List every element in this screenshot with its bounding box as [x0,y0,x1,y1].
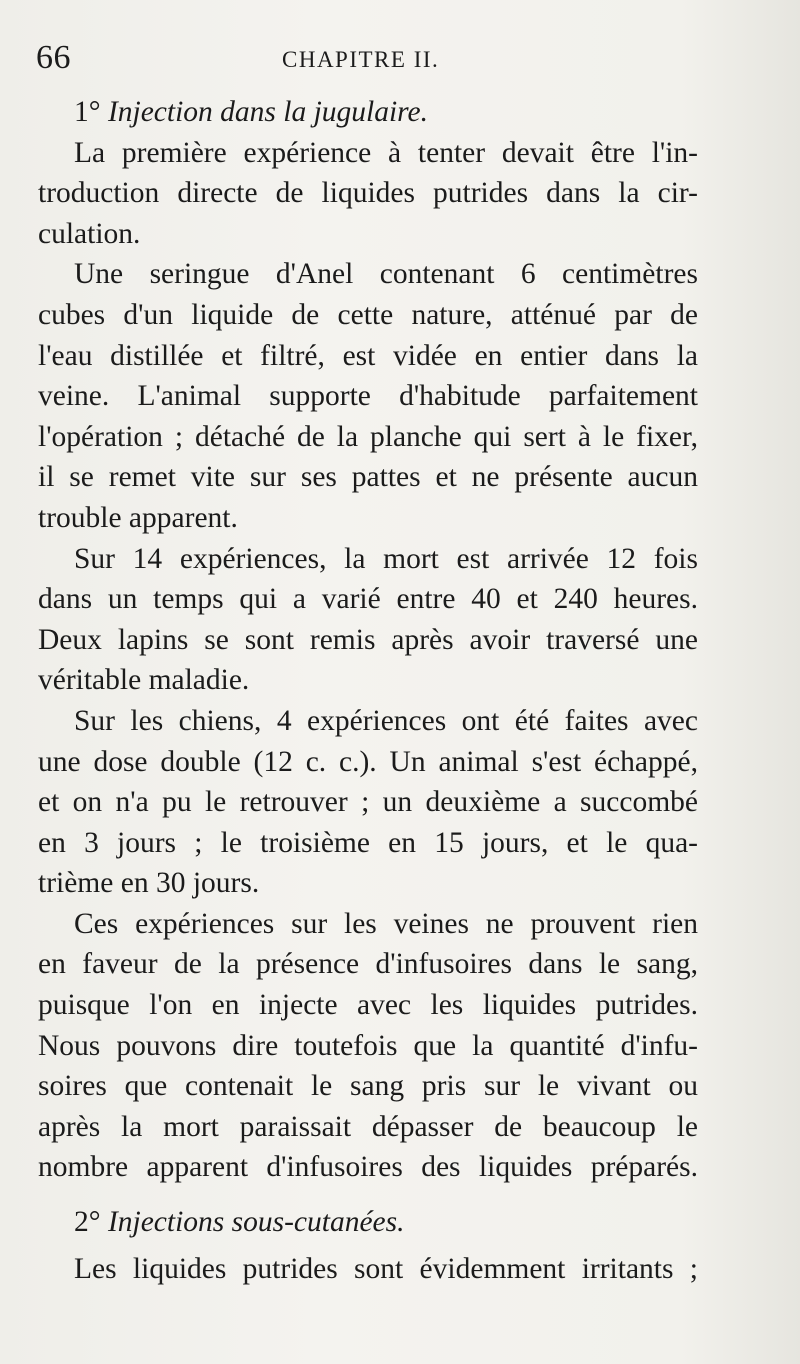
paragraph-line: Une seringue d'Anel contenant 6 centimètres [74,258,698,291]
paragraph-line: en 3 jours ; le troisième en 15 jours, et le qua- [38,826,698,859]
paragraph-line: nombre apparent d'infusoires des liquides préparés. [38,1151,698,1184]
paragraph-line: veine. L'animal supporte d'habitude parfaitement [38,380,698,413]
section-number: 2° [74,1206,101,1239]
paragraph-line: il se remet vite sur ses pattes et ne présente aucun [38,461,698,494]
paragraph-line: culation. [38,217,141,250]
section-number: 1° [74,96,101,128]
section-title: Injection dans la jugulaire. [107,96,429,128]
paragraph-line: en faveur de la présence d'infusoires dans le sang, [38,948,698,981]
paragraph-line: dans un temps qui a varié entre 40 et 240 heures. [38,583,698,616]
paragraph-line: La première expérience à tenter devait être l'in- [74,136,698,169]
paragraph-line: Sur 14 expériences, la mort est arrivée 12 fois [74,542,698,575]
paragraph-line: soires que contenait le sang pris sur le vivant ou [38,1070,698,1103]
paragraph-line: après la mort paraissait dépasser de beaucoup le [38,1110,698,1143]
paragraph-line: l'eau distillée et filtré, est vidée en entier dans la [38,339,698,372]
paragraph-line: véritable maladie. [38,664,250,697]
paragraph-line: trouble apparent. [38,501,238,534]
paragraph-line: et on n'a pu le retrouver ; un deuxième a succombé [38,786,698,819]
page-header [36,36,736,80]
running-head: CHAPITRE II. [282,47,440,72]
paragraph-line: trième en 30 jours. [38,867,260,900]
paragraph-line: Nous pouvons dire toutefois que la quantité d'infu- [38,1029,698,1062]
paragraph-line: une dose double (12 c. c.). Un animal s'est échappé, [38,745,698,778]
section-title: Injections sous-cutanées. [107,1206,405,1239]
paragraph-line: troduction directe de liquides putrides dans la cir- [38,177,698,210]
paragraph-line: Deux lapins se sont remis après avoir traversé une [38,623,698,656]
paragraph-line: Les liquides putrides sont évidemment irritants ; [74,1252,698,1285]
page-number: 66 [36,39,71,76]
paragraph-line: puisque l'on en injecte avec les liquides putrides. [38,989,698,1022]
paragraph-line: l'opération ; détaché de la planche qui sert à le fixer, [38,420,698,453]
section-heading-1 [38,92,698,133]
section-spacer [38,1188,698,1202]
paragraph-line: Ces expériences sur les veines ne prouvent rien [74,907,698,940]
section-heading-2 [38,1202,698,1243]
paragraph-line: cubes d'un liquide de cette nature, atténué par de [38,298,698,331]
body-text [38,92,698,1289]
paragraph-line: Sur les chiens, 4 expériences ont été faites avec [74,704,698,737]
